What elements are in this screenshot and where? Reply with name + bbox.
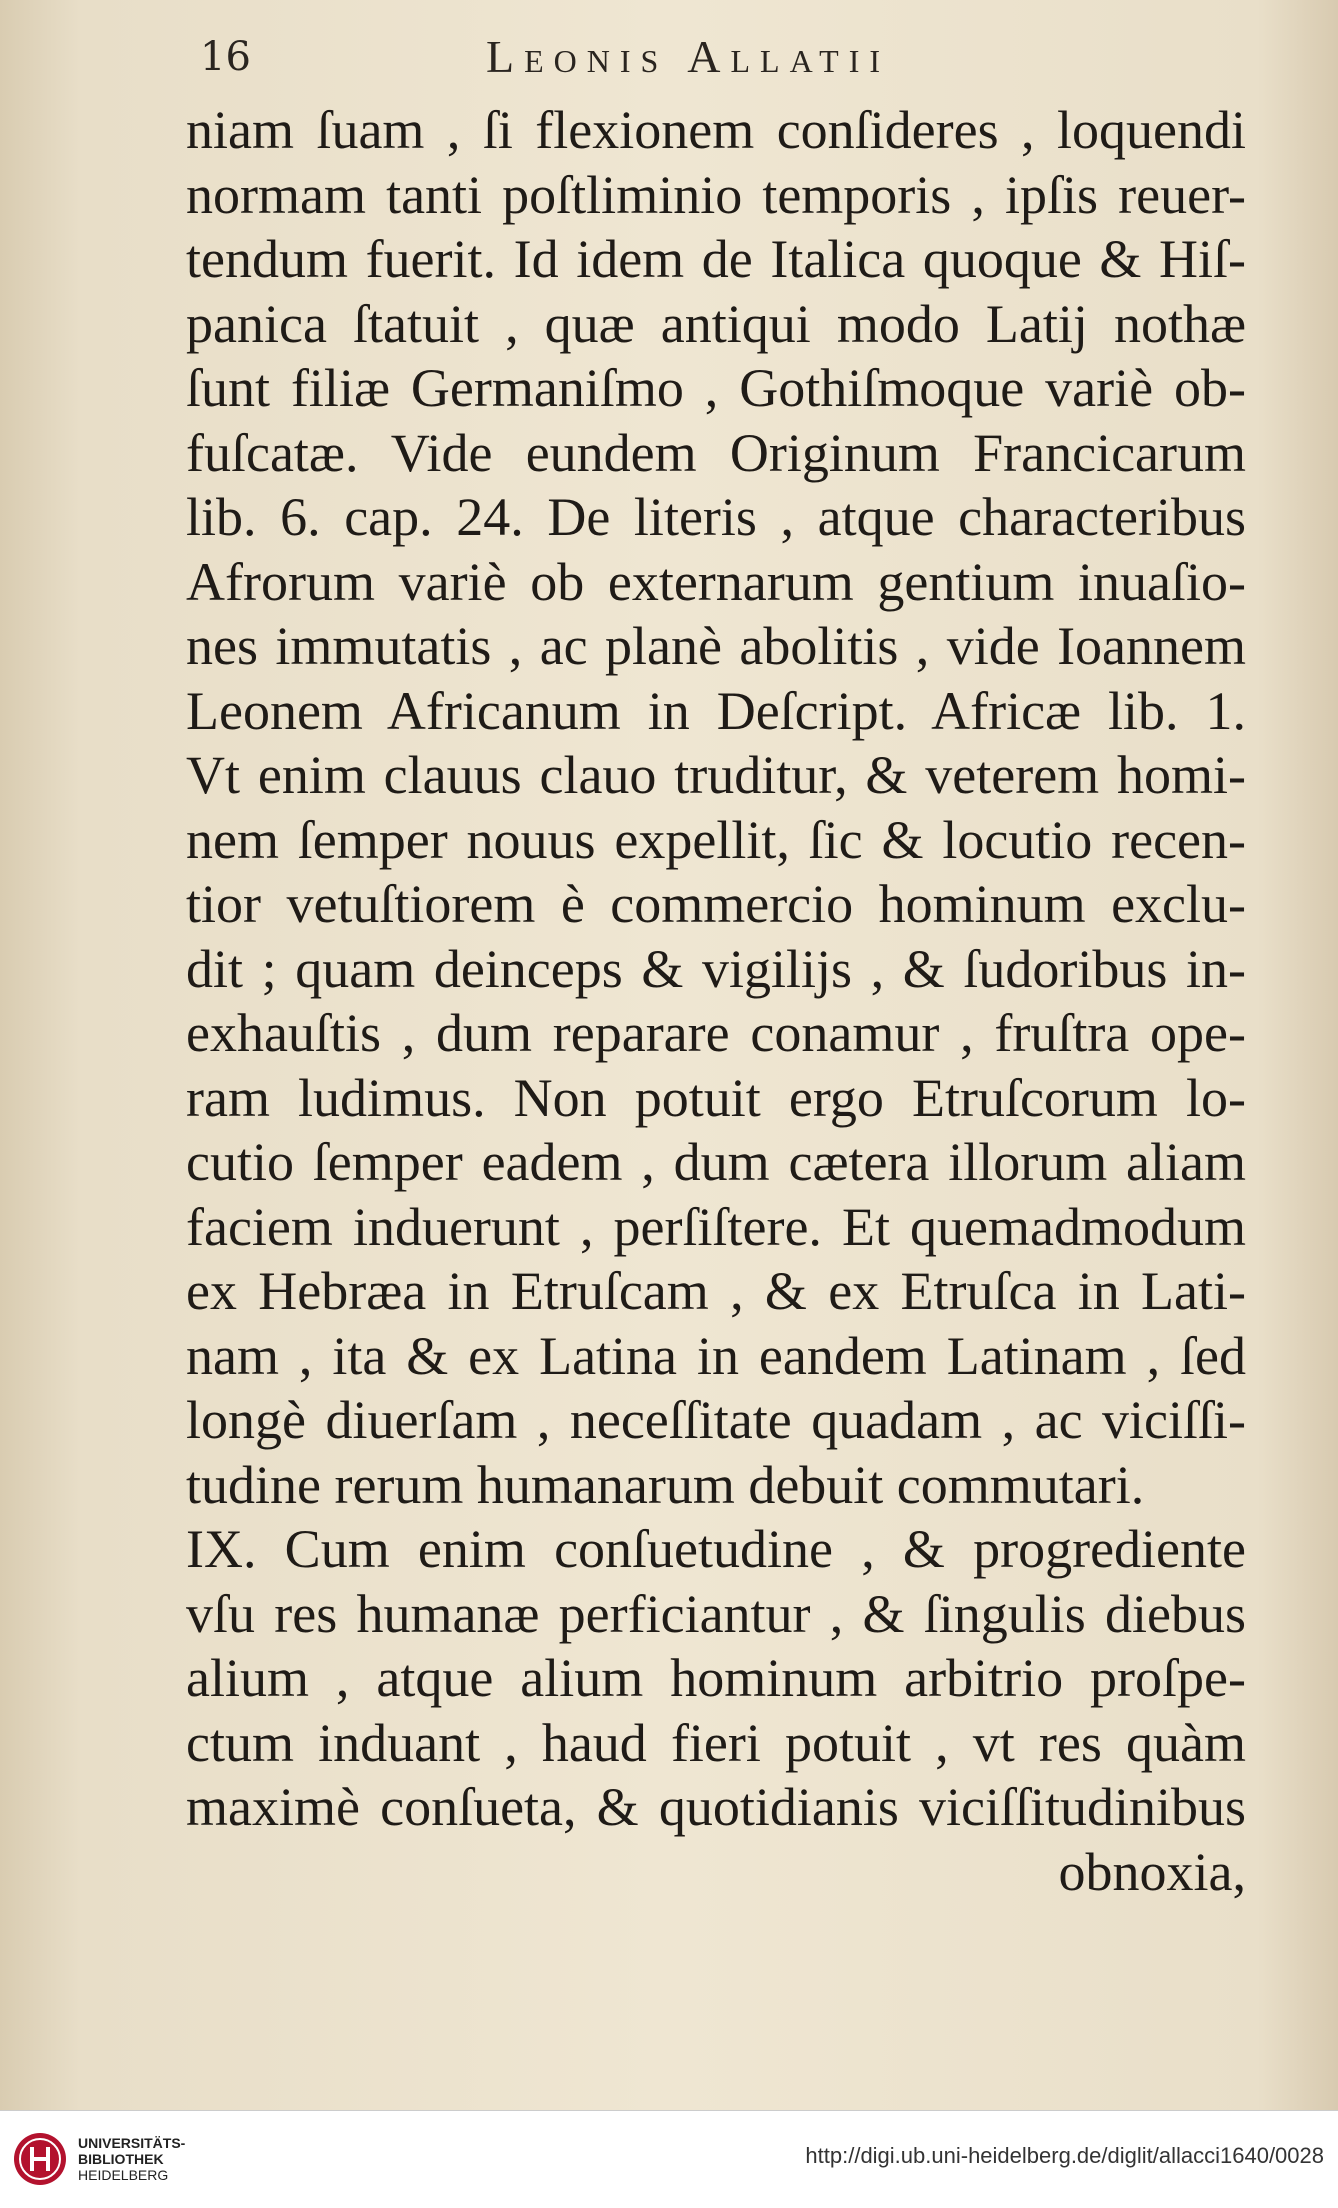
text-line: nem ſemper nouus expellit, ſic & locutio recen- [186, 809, 1246, 870]
text-line: nes immutatis , ac planè abolitis , vide Ioannem [186, 616, 1246, 676]
text-line: ſunt filiæ Germaniſmo , Gothiſmoque variè ob- [186, 358, 1246, 418]
page-number: 16 [200, 34, 251, 80]
text-line: alium , atque alium hominum arbitrio proſpe- [186, 1648, 1246, 1708]
text-line: faciem induerunt , perſiſtere. Et quemadmodum [186, 1196, 1246, 1257]
running-head [186, 28, 1256, 98]
text-line: exhauſtis , dum reparare conamur , fruſtra ope- [186, 1003, 1246, 1063]
library-name [78, 2135, 185, 2183]
library-name-line: UNIVERSITÄTS- [78, 2135, 186, 2151]
source-url[interactable]: http://digi.ub.uni-heidelberg.de/diglit/allacci1640/0028 [805, 2143, 1324, 2168]
catchword: obnoxia, [1058, 1841, 1246, 1902]
text-line: lib. 6. cap. 24. De literis , atque characteribus [186, 487, 1246, 547]
library-name-line: BIBLIOTHEK [78, 2151, 164, 2167]
text-line: tior vetuſtiorem è commercio hominum exclu- [186, 874, 1246, 934]
text-line: niam ſuam , ſi flexionem conſideres , loquendi [186, 100, 1246, 160]
text-line: vſu res humanæ perficiantur , & ſingulis diebus [186, 1583, 1246, 1644]
footer-bar [0, 2110, 1338, 2208]
text-line: fuſcatæ. Vide eundem Originum Francicarum [186, 422, 1246, 483]
text-line: ex Hebræa in Etruſcam , & ex Etruſca in Lati- [186, 1261, 1246, 1321]
library-name-line: HEIDELBERG [78, 2167, 169, 2183]
text-line: ram ludimus. Non potuit ergo Etruſcorum lo- [186, 1067, 1246, 1128]
running-title: Leonis Allatii [486, 31, 891, 82]
text-line: panica ſtatuit , quæ antiqui modo Latij nothæ [186, 293, 1246, 354]
text-line: maximè conſueta, & quotidianis viciſſitudinibus [186, 1777, 1246, 1837]
text-line: cutio ſemper eadem , dum cætera illorum aliam [186, 1132, 1246, 1192]
university-seal-icon [12, 2131, 68, 2187]
text-line: ctum induant , haud fieri potuit , vt res quàm [186, 1712, 1246, 1773]
text-block [186, 98, 1256, 1840]
text-line: Leonem Africanum in Deſcript. Africæ lib. 1. [186, 680, 1246, 741]
book-page [186, 28, 1256, 1904]
text-line: Vt enim clauus clauo truditur, & veterem homi- [186, 745, 1246, 805]
text-line: nam , ita & ex Latina in eandem Latinam , ſed [186, 1325, 1246, 1386]
text-line: longè diuerſam , neceſſitate quadam , ac viciſſi- [186, 1390, 1246, 1450]
text-line: tendum fuerit. Id idem de Italica quoque & Hiſ- [186, 229, 1246, 289]
text-line: Afrorum variè ob externarum gentium inuaſio- [186, 551, 1246, 612]
text-line: normam tanti poſtliminio temporis , ipſis reuer- [186, 164, 1246, 225]
text-line: IX. Cum enim conſuetudine , & progrediente [186, 1519, 1246, 1579]
text-line: dit ; quam deinceps & vigilijs , & ſudoribus in- [186, 938, 1246, 999]
text-line: tudine rerum humanarum debuit commutari. [186, 1454, 1145, 1515]
